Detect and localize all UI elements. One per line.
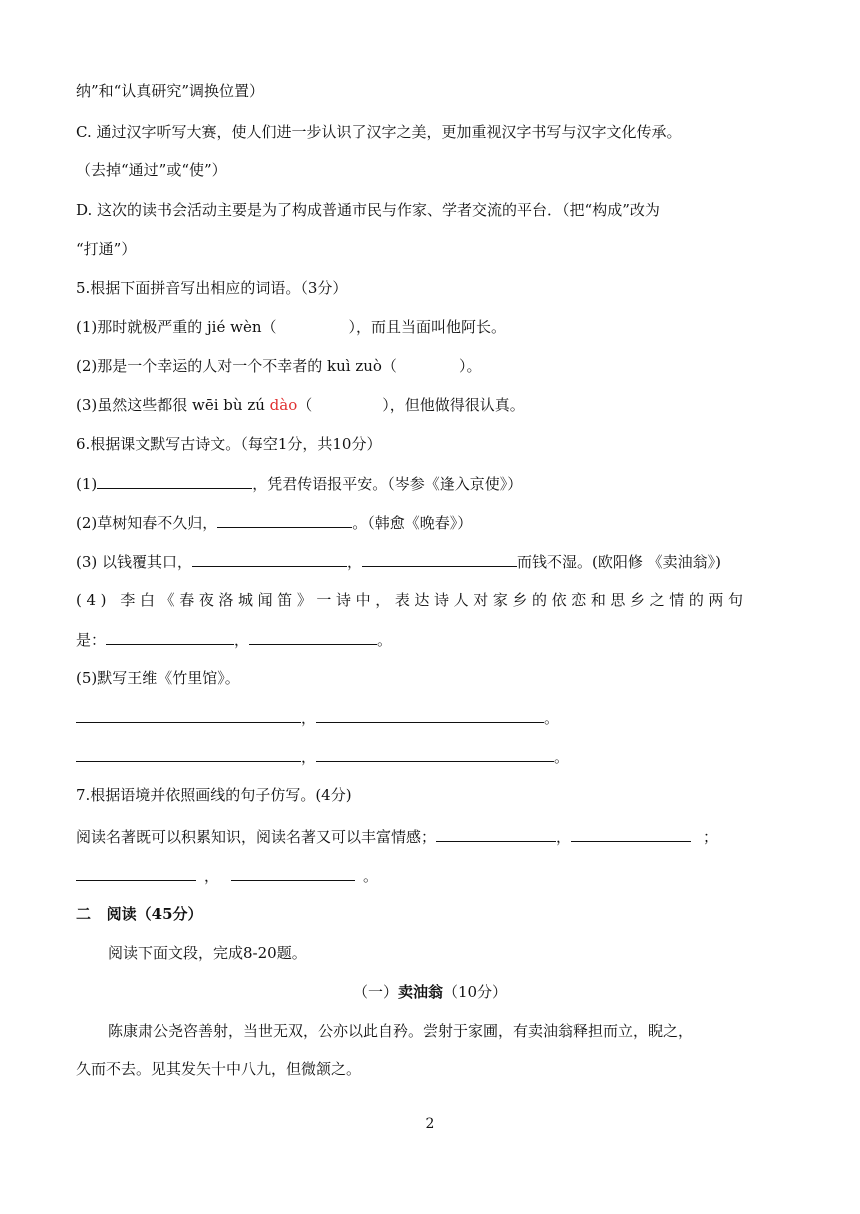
answer-blank[interactable] [76,706,301,723]
answer-blank[interactable] [316,745,554,762]
q5-title: 5.根据下面拼音写出相应的词语。（3分） [76,279,348,297]
answer-blank[interactable] [76,864,196,881]
answer-blank[interactable] [231,864,355,881]
q5-item-1: (1)那时就极严重的 jié wèn（ ），而且当面叫他阿长。 [76,318,507,336]
q6-item-1: (1) ，凭君传语报平安。（岑参《逢入京使》） [76,472,522,495]
q5-item-2: (2)那是一个幸运的人对一个不幸者的 kuì zuò（ ）。 [76,357,482,375]
q6-item-5: (5)默写王维《竹里馆》。 [76,669,240,687]
q7-title: 7.根据语境并依照画线的句子仿写。(4分) [76,786,352,804]
q4-option-c-note: （去掉“通过”或“使”） [76,161,227,179]
q5-item-3: (3)虽然这些都很 wēi bù zú dào（ ），但他做得很认真。 [76,396,525,414]
passage-title: （一）卖油翁（10分） [352,983,508,1001]
answer-blank[interactable] [436,825,556,842]
q6-item-4-answer: 是： ， 。 [76,628,392,651]
answer-blank[interactable] [192,550,347,567]
answer-blank[interactable] [316,706,544,723]
q6-item-4: (4) 李白《春夜洛城闻笛》一诗中，表达诗人对家乡的依恋和思乡之情的两句 [76,591,748,609]
q7-line-2: ， 。 [76,864,378,887]
answer-blank[interactable] [97,472,252,489]
answer-blank[interactable] [106,628,234,645]
pinyin-highlight: dào [269,396,298,414]
q6-item-5-line-1: ， 。 [76,706,559,729]
answer-blank[interactable] [362,550,517,567]
q6-item-2: (2)草树知春不久归， 。（韩愈《晚春》） [76,511,472,534]
q7-line-1: 阅读名著既可以积累知识，阅读名著又可以丰富情感； ， ； [76,825,718,848]
page-number: 2 [425,1116,435,1132]
q4-option-d-note: “打通”） [76,240,137,258]
q6-item-3: (3) 以钱覆其口， ， 而钱不湿。(欧阳修 《卖油翁》) [76,550,721,573]
q6-item-5-line-2: ， 。 [76,745,569,768]
section-heading: 二 阅读（45分） [76,905,203,923]
q4-b-continuation: 纳”和“认真研究”调换位置） [76,82,265,100]
section-intro: 阅读下面文段，完成8-20题。 [108,944,307,962]
q4-option-d: D. 这次的读书会活动主要是为了构成普通市民与作家、学者交流的平台．（把“构成”改为 [76,201,660,219]
answer-blank[interactable] [76,745,301,762]
answer-blank[interactable] [571,825,691,842]
passage-line-2: 久而不去。见其发矢十中八九，但微颔之。 [76,1060,362,1078]
passage-line-1: 陈康肃公尧咨善射，当世无双，公亦以此自矜。尝射于家圃，有卖油翁释担而立，睨之， [108,1022,694,1040]
answer-blank[interactable] [217,511,352,528]
q4-option-c: C. 通过汉字听写大赛，使人们进一步认识了汉字之美，更加重视汉字书写与汉字文化传承。 [76,123,682,141]
answer-blank[interactable] [249,628,377,645]
q6-title: 6.根据课文默写古诗文。（每空1分，共10分） [76,435,382,453]
